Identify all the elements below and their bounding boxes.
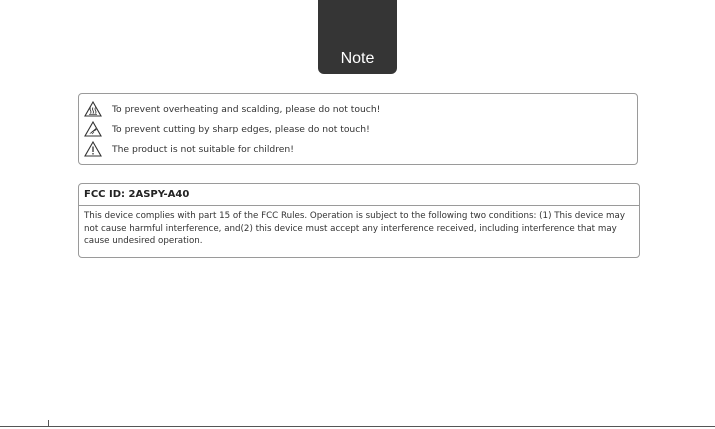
fcc-statement: This device complies with part 15 of the FCC Rules. Operation is subject to the following two conditions: (1) This device may not cause harmful interference, and(2) this device must accept any interference received, including interference that may cause undesired operation. bbox=[84, 211, 625, 246]
fcc-id-title: FCC ID: 2ASPY-A40 bbox=[79, 184, 639, 206]
page-bottom-tick bbox=[48, 420, 49, 427]
note-tab bbox=[318, 0, 397, 74]
warning-text: The product is not suitable for children! bbox=[112, 143, 294, 155]
general-warning-icon bbox=[84, 141, 102, 157]
warning-text: To prevent cutting by sharp edges, please do not touch! bbox=[112, 123, 370, 135]
warning-text: To prevent overheating and scalding, please do not touch! bbox=[112, 103, 381, 115]
sharp-edge-warning-icon bbox=[84, 121, 102, 137]
warning-row-children bbox=[79, 139, 637, 159]
warning-row-hot-surface bbox=[79, 99, 637, 119]
page-bottom-rule bbox=[0, 426, 715, 427]
fcc-box bbox=[78, 183, 640, 258]
warnings-box bbox=[78, 93, 638, 165]
warning-row-sharp-edge bbox=[79, 119, 637, 139]
note-title: Note bbox=[340, 50, 375, 67]
hot-surface-warning-icon bbox=[84, 101, 102, 117]
